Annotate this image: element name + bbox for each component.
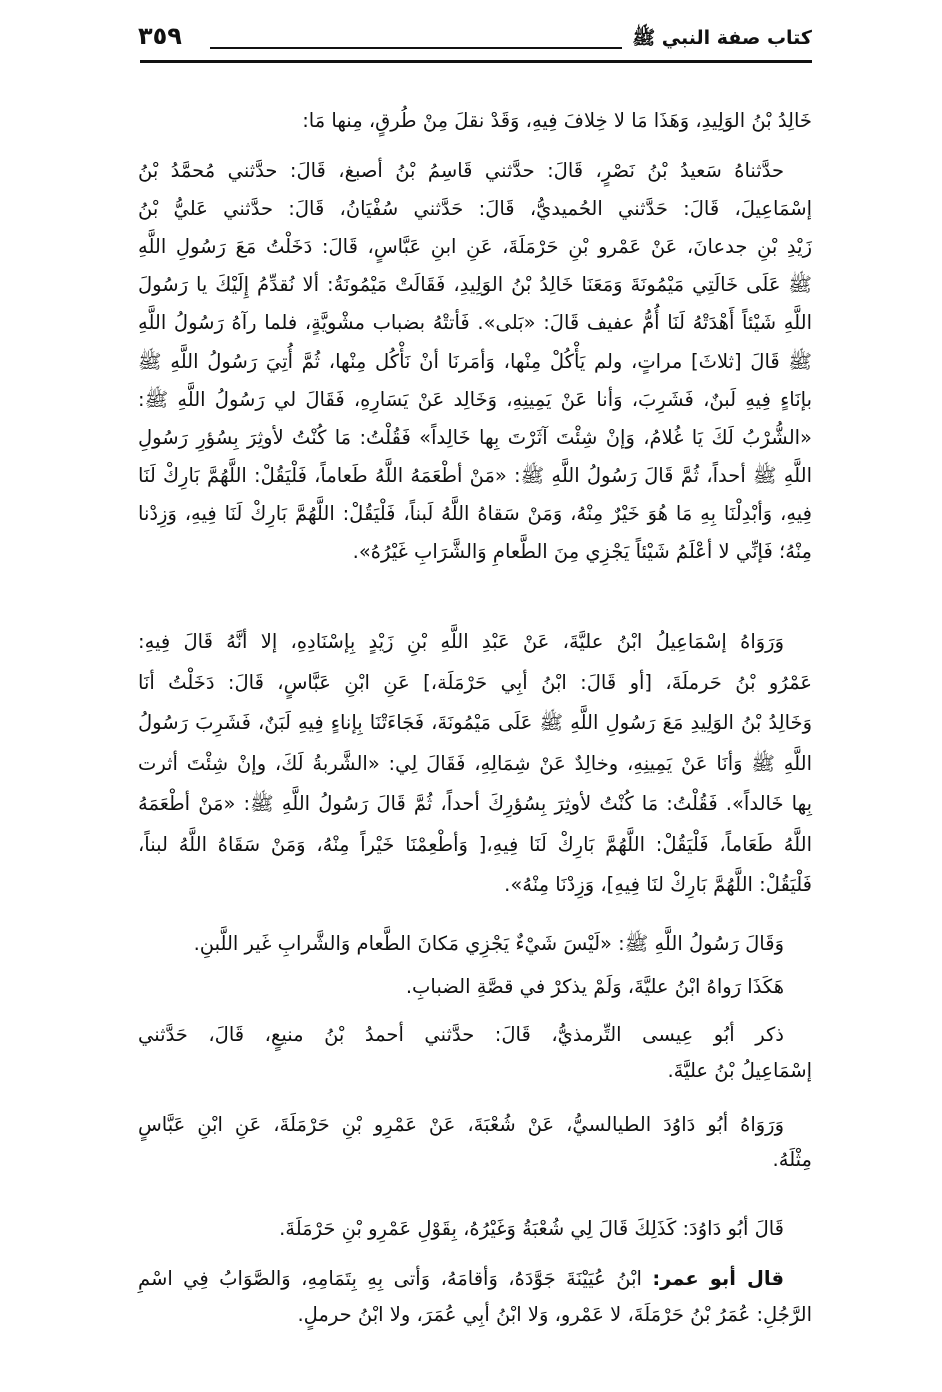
- line-text: اللَّهِ شَيْئاً أَهْدَتْهُ لَنَا أُمُّ عفيف قَالَ: «بَلى». فَأتتْهُ بضباب مشْويَّةٍ، فلما رآهُ رَسُولُ اللَّهِ: [138, 311, 812, 335]
- running-header: [138, 22, 812, 56]
- bold-lead: قال أبو عمر:: [652, 1267, 784, 1290]
- line-text: هَكَذَا رَواهُ ابْنُ عليَّةَ، وَلَمْ يذكرْ في قصَّةِ الضبابِ.: [405, 975, 784, 998]
- line-text: ذكر أبُو عِيسى التِّرمذيُّ، قَالَ: حدَّثني أحمدُ بْنُ منيعٍ، قَالَ، حَدَّثني: [138, 1023, 784, 1046]
- text-line: [138, 385, 812, 415]
- line-text: وَقَالَ رَسُولُ اللَّهِ ﷺ: «لَيْسَ شَيْءٌ يَجْزِي مَكانَ الطَّعام وَالشَّرابِ غَير اللَّبنِ.: [193, 932, 784, 955]
- text-line: [138, 708, 812, 738]
- header-rule: [140, 60, 812, 63]
- text-line: [138, 537, 812, 567]
- text-line: [138, 830, 812, 860]
- line-text: بإنَاءٍ فِيهِ لَبنٌ، فَشَرِبَ، وَأنا عَنْ يَمِينِهِ، وَخَالِد عَنْ يَسَارِهِ، فَقَالَ لي رَسُولُ اللَّهِ ﷺ:: [138, 387, 812, 411]
- page-number: ٣٥٩: [138, 22, 182, 50]
- line-text: اللَّهُ طَعَاماً، فَلْيَقُلْ: اللَّهُمَّ بَارِكْ لَنَا فِيهِ،[ وَأطْعِمْنَا خَيْراً مِنْهُ، وَمَنْ سَقَاهُ اللَّهُ لبناً،: [138, 832, 812, 856]
- text-line: [138, 749, 812, 779]
- line-text: اللَّهِ ﷺ وَأنَا عَنْ يَمِينِهِ، وخالِدٌ عَنْ شِمَالِهِ، فَقَالَ لِي: «الشَّربةُ لَكَ، وإنْ شِئْتَ أثرت: [138, 751, 812, 775]
- text-line: [138, 347, 812, 377]
- line-text: ﷺ عَلَى خَالَتِي مَيْمُونَةَ وَمَعَنَا خَالِدُ بْنُ الوَلِيدِ، فَقَالَتْ مَيْمُونَةُ: ألا نُقدِّمُ إِلَيْكَ يا رَسُولَ: [138, 273, 812, 297]
- header-divider: [210, 47, 622, 49]
- line-text: اللَّهِ ﷺ أحداً، ثُمَّ قَالَ رَسُولُ اللَّهِ ﷺ: «مَنْ أطْعَمَهُ اللَّهُ طَعاماً، فَلْيَقُلْ: اللَّهُمَّ بَارِكْ لَنَا: [138, 463, 812, 487]
- text-line: [138, 1020, 812, 1050]
- line-text: حدَّثناهُ سَعيدُ بْنُ نَصْرٍ، قَالَ: حدَّثني قَاسِمُ بْنُ أصبغ، قَالَ: حدَّثني مُحمَّدُ بْنُ: [138, 159, 784, 182]
- line-text: بِها خَالداً». فَقُلْتُ: مَا كُنْتُ لأوثِرَ بِسُؤرِكَ أحداً، ثُمَّ قَالَ رَسُولُ اللَّهِ ﷺ: «مَنْ أطْعَمَهُ: [138, 792, 812, 815]
- text-line: [138, 423, 812, 453]
- text-line: [138, 929, 812, 959]
- text-line: [138, 789, 812, 819]
- text-line: [138, 627, 812, 657]
- text-line: [138, 1264, 812, 1294]
- line-text: الرَّجُلِ: عُمَرُ بْنُ حَرْمَلَةَ، لا عَمْرو، وَلا ابْنُ أبِي عُمَرَ، ولا ابْنُ حرملٍ.: [297, 1303, 812, 1326]
- text-line: [138, 232, 812, 262]
- text-line: [138, 308, 812, 338]
- line-text: قَالَ أبُو دَاوُدَ: كَذَلِكَ قَالَ لِي شُعْبَةُ وَغَيْرُهُ، بِقَوْلِ عَمْرِو بْنِ حَرْمَلَةَ.: [279, 1217, 784, 1240]
- text-line: [138, 270, 812, 300]
- line-text: مِنْهُ؛ فَإنِّي لا أعْلَمُ شَيْئاً يَجْزِي مِنَ الطَّعامِ وَالشَّرَابِ غَيْرُهُ».: [352, 540, 812, 563]
- line-text: «الشُّرْبُ لَكَ يَا غُلامُ، وَإنْ شِئْتَ آثَرْتَ بِها خَالِداً» فَقُلْتُ: مَا كُنْتُ لأوثِرَ بِسُؤرِ رَسُولِ: [138, 425, 812, 449]
- text-line: [138, 1110, 812, 1140]
- line-text: عَمْرُو بْنُ حَرملَةَ، [أو قَالَ: ابْنُ أبِي حَرْمَلَة،] عَنِ ابْنِ عَبَّاسٍ، قَالَ: دَخَلْتُ أنَا: [138, 670, 812, 694]
- text-line: [138, 1300, 812, 1330]
- text-line: [138, 972, 812, 1002]
- line-text: مِثْلَهُ.: [772, 1148, 812, 1171]
- book-title: كتاب صفة النبي ﷺ: [632, 27, 812, 49]
- text-line: [138, 156, 812, 186]
- text-line: [138, 194, 812, 224]
- line-text: زَيْدِ بْنِ جدعانَ، عَنْ عَمْرو بْنِ حَرْمَلَةَ، عَنِ ابنِ عَبَّاسٍ، قَالَ: دَخَلْتُ مَعَ رَسُولِ اللَّهِ: [138, 235, 812, 259]
- line-text: وَرَوَاهُ إسْمَاعِيلُ ابْنُ عليَّةَ، عَنْ عَبْدِ اللَّهِ بْنِ زَيْدٍ بِإسْنَادِهِ، إلا أنَّهُ قَالَ فِيهِ:: [138, 630, 784, 653]
- text-line: [138, 106, 812, 136]
- text-line: [138, 1056, 812, 1086]
- line-text: وَرَوَاهُ أبُو دَاوُدَ الطيالسيُّ، عَنْ شُعْبَةَ، عَنْ عَمْرِو بْنِ حَرْمَلَةَ، عَنِ ابْنِ عَبَّاسٍ: [138, 1113, 784, 1136]
- line-text: خَالِدُ بْنُ الوَلِيدِ، وَهَذَا مَا لا خِلافَ فِيهِ، وَقَدْ نقلَ مِنْ طُرقٍ، مِنها مَا:: [302, 109, 812, 132]
- text-line: [138, 499, 812, 529]
- text-line: [138, 870, 812, 900]
- line-text: ﷺ قَالَ [ثلاثَ] مراتٍ، ولم يَأْكُلْ مِنْها، وَأمَرنَا أنْ نَأْكُل مِنْها، ثُمَّ أُتِيَ رَسُولُ اللَّهِ ﷺ: [138, 349, 812, 373]
- text-line: [138, 668, 812, 698]
- line-text: وَخَالِدُ بْنُ الوَلِيدِ مَعَ رَسُولِ اللَّهِ ﷺ عَلَى مَيْمُونَةَ، فَجَاءَتْنَا بِإناءٍ فِيهِ لَبَنٌ، فَشَرِبَ رَسُولُ: [138, 711, 812, 734]
- line-text: ابْنُ عُيَيْنَةَ جَوَّدَهُ، وَأقامَهُ، وَأتى بِهِ بِتَمَامِهِ، وَالصَّوَابُ فِي اسْمِ: [138, 1267, 653, 1290]
- line-text: فِيهِ، وَأبْدِلْنَا بِهِ مَا هُوَ خَيْرٌ مِنْهُ، وَمَنْ سَقاهُ اللَّهُ لَبناً، فَلْيَقُلْ: اللَّهُمَّ بَارِكْ لَنَا فِيهِ، وَزِدْنا: [138, 501, 812, 525]
- text-line: [138, 461, 812, 491]
- text-line: [138, 1145, 812, 1175]
- text-line: [138, 1214, 812, 1244]
- line-text: إسْمَاعِيلَ، قَالَ: حَدَّثني الحُميديُّ، قَالَ: حَدَّثني سُفْيَانُ، قَالَ: حدَّثني عَليُّ بْنُ: [138, 197, 812, 221]
- line-text: فَلْيَقُلْ: اللَّهُمَّ بَارِكْ لنَا فِيهِ]، وَزِدْنَا مِنْهُ».: [504, 873, 812, 896]
- line-text: إسْمَاعِيلُ بْنُ عليَّةَ.: [667, 1059, 812, 1082]
